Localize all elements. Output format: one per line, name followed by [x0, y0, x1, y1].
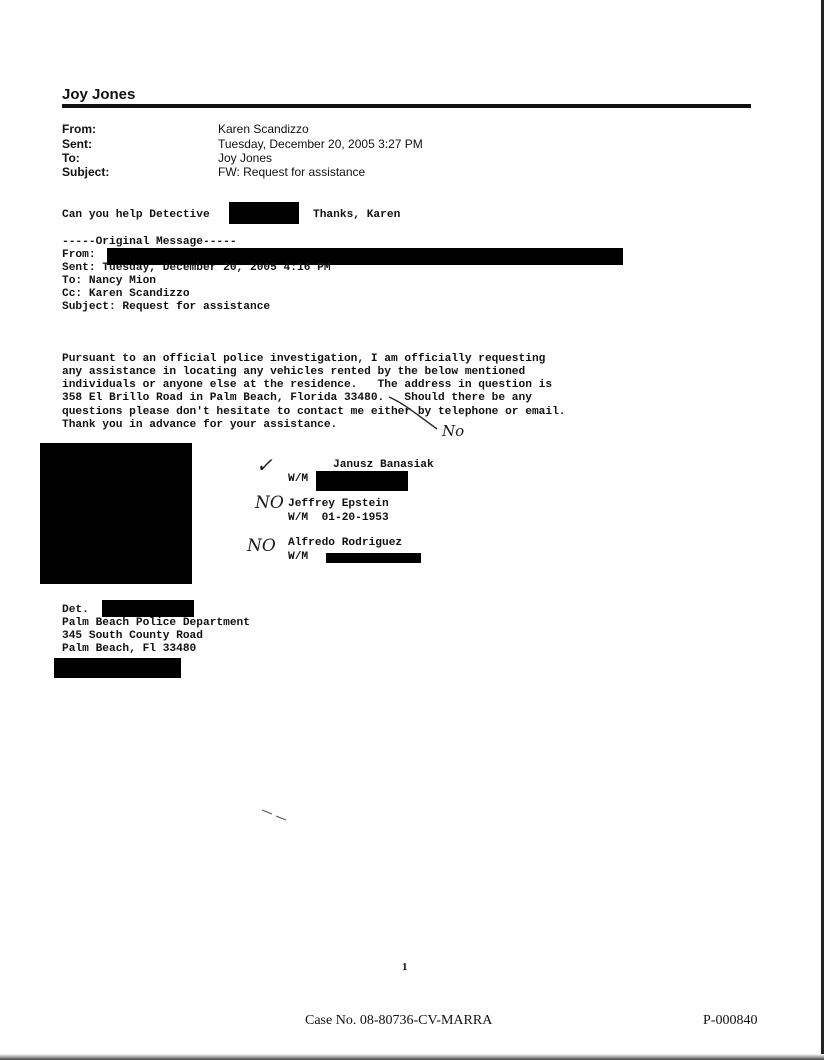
redaction-block	[102, 600, 194, 617]
scan-mark	[260, 808, 290, 824]
individual-desc: W/M	[288, 551, 309, 563]
redaction-block	[316, 471, 408, 491]
body-line: any assistance in locating any vehicles rented by the below mentioned	[62, 366, 526, 378]
body-line: individuals or anyone else at the residence. The address in question is	[62, 379, 553, 391]
handwritten-no: NO	[247, 536, 276, 556]
sent-value: Tuesday, December 20, 2005 3:27 PM	[218, 137, 423, 151]
subject-label: Subject:	[62, 165, 110, 179]
handwritten-no: NO	[255, 493, 284, 513]
heading-rule	[62, 104, 751, 108]
individual-name: Janusz Banasiak	[333, 459, 434, 471]
page-number: 1	[402, 961, 408, 973]
from-label: From:	[62, 122, 96, 136]
scan-edge-bottom	[0, 1054, 824, 1060]
signature-city: Palm Beach, Fl 33480	[62, 643, 197, 655]
redaction-block	[326, 553, 421, 563]
redaction-block	[40, 443, 192, 584]
subject-value: FW: Request for assistance	[218, 165, 366, 179]
from-value: Karen Scandizzo	[218, 122, 309, 136]
body-line: 358 El Brillo Road in Palm Beach, Florida 33480. Should there be any	[62, 392, 532, 404]
signature-title: Det.	[62, 604, 89, 616]
body-line: questions please don't hesitate to contact me either by telephone or email.	[62, 406, 566, 418]
body-line: Pursuant to an official police investigation, I am officially requesting	[62, 353, 546, 365]
original-subject: Subject: Request for assistance	[62, 301, 271, 313]
original-cc: Cc: Karen Scandizzo	[62, 288, 190, 300]
individual-name: Jeffrey Epstein	[288, 498, 389, 510]
case-number: Case No. 08-80736-CV-MARRA	[305, 1013, 493, 1028]
original-separator: -----Original Message-----	[62, 236, 237, 248]
bates-number: P-000840	[703, 1013, 758, 1028]
forward-note-end: Thanks, Karen	[313, 209, 401, 221]
forward-note-start: Can you help Detective	[62, 209, 210, 221]
redaction-block	[54, 658, 181, 678]
document-heading: Joy Jones	[62, 86, 136, 103]
handwritten-check: ✓	[256, 453, 273, 477]
individual-desc: W/M	[288, 473, 309, 485]
individual-name: Alfredo Rodriguez	[288, 537, 403, 549]
individual-desc: W/M 01-20-1953	[288, 512, 389, 524]
handwritten-arrow	[385, 393, 445, 433]
original-to: To: Nancy Mion	[62, 275, 156, 287]
body-line: Thank you in advance for your assistance.	[62, 419, 338, 431]
signature-street: 345 South County Road	[62, 630, 203, 642]
signature-department: Palm Beach Police Department	[62, 617, 250, 629]
original-sent: Sent: Tuesday, December 20, 2005 4:16 PM	[62, 262, 331, 274]
to-value: Joy Jones	[218, 151, 273, 165]
to-label: To:	[62, 151, 80, 165]
redaction-block	[229, 202, 299, 224]
handwritten-note: No	[442, 422, 465, 440]
original-from-label: From:	[62, 249, 96, 261]
sent-label: Sent:	[62, 137, 92, 151]
